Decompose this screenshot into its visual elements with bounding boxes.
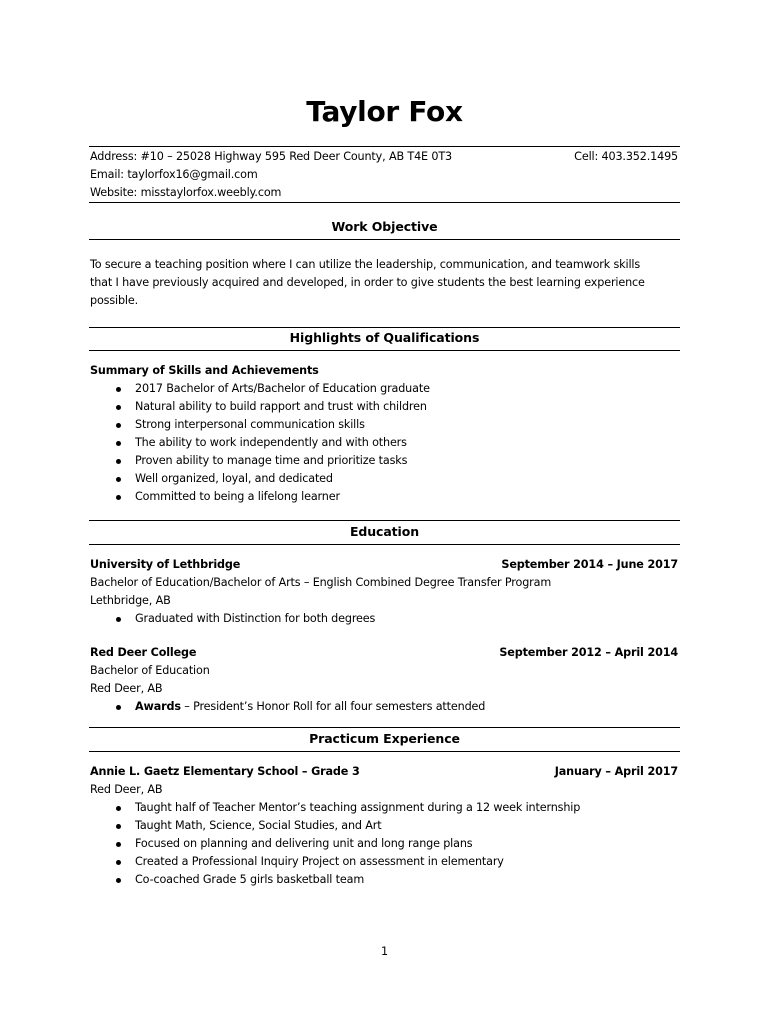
list-item: Focused on planning and delivering unit and long range plans <box>90 835 678 853</box>
education-heading: Education <box>349 524 420 539</box>
practicum-entry <box>90 763 678 889</box>
bullet-icon <box>116 477 121 482</box>
contact-address: Address: #10 – 25028 Highway 595 Red Deer County, AB T4E 0T3 <box>90 150 452 163</box>
education-location: Red Deer, AB <box>90 682 163 695</box>
objective-rule-top <box>89 202 680 203</box>
practicum-location: Red Deer, AB <box>90 783 163 796</box>
list-item: Strong interpersonal communication skills <box>90 416 678 434</box>
bullet-icon <box>116 860 121 865</box>
bullet-icon <box>116 705 121 710</box>
list-item: Taught Math, Science, Social Studies, and Art <box>90 817 678 835</box>
education-institution: Red Deer College <box>90 646 197 659</box>
objective-line: that I have previously acquired and developed, in order to give students the best learning experience <box>90 276 645 289</box>
bullet-icon <box>116 824 121 829</box>
bullet-icon <box>116 441 121 446</box>
header-rule <box>89 146 680 147</box>
education-location: Lethbridge, AB <box>90 594 171 607</box>
objective-line: To secure a teaching position where I can utilize the leadership, communication, and teamwork skills <box>90 258 641 271</box>
bullet-icon <box>116 459 121 464</box>
list-item: 2017 Bachelor of Arts/Bachelor of Education graduate <box>90 380 678 398</box>
list-item: The ability to work independently and with others <box>90 434 678 452</box>
education-dates: September 2014 – June 2017 <box>501 558 678 571</box>
contact-website: Website: misstaylorfox.weebly.com <box>90 186 282 199</box>
list-item: Well organized, loyal, and dedicated <box>90 470 678 488</box>
list-item: Committed to being a lifelong learner <box>90 488 678 506</box>
list-item: Graduated with Distinction for both degrees <box>90 610 678 628</box>
page-number: 1 <box>380 945 389 958</box>
bullet-icon <box>116 495 121 500</box>
bullet-icon <box>116 617 121 622</box>
list-item: Taught half of Teacher Mentor’s teaching assignment during a 12 week internship <box>90 799 678 817</box>
education-entry-red-deer <box>90 644 678 716</box>
list-item: Proven ability to manage time and prioritize tasks <box>90 452 678 470</box>
list-item: Created a Professional Inquiry Project on assessment in elementary <box>90 853 678 871</box>
education-degree: Bachelor of Education <box>90 664 210 677</box>
practicum-rule-bottom <box>89 751 680 752</box>
practicum-list <box>90 799 678 889</box>
bullet-icon <box>116 842 121 847</box>
contact-cell: Cell: 403.352.1495 <box>574 150 678 163</box>
bullet-icon <box>116 423 121 428</box>
education-rule-bottom <box>89 544 680 545</box>
practicum-rule-top <box>89 727 680 728</box>
bullet-icon <box>116 878 121 883</box>
contact-email: Email: taylorfox16@gmail.com <box>90 168 258 181</box>
practicum-dates: January – April 2017 <box>554 765 678 778</box>
qualifications-subheading: Summary of Skills and Achievements <box>90 364 319 377</box>
education-rule-top <box>89 520 680 521</box>
list-item: Natural ability to build rapport and trust with children <box>90 398 678 416</box>
contact-block <box>90 148 678 202</box>
qualifications-rule-bottom <box>89 350 680 351</box>
list-item: Awards – President’s Honor Roll for all four semesters attended <box>90 698 678 716</box>
objective-rule-bottom <box>89 239 680 240</box>
education-entry-lethbridge <box>90 556 678 628</box>
education-dates: September 2012 – April 2014 <box>499 646 678 659</box>
bullet-icon <box>116 405 121 410</box>
objective-line: possible. <box>90 294 139 307</box>
qualifications-heading: Highlights of Qualifications <box>289 330 480 345</box>
education-degree: Bachelor of Education/Bachelor of Arts – English Combined Degree Transfer Program <box>90 576 552 589</box>
resume-name: Taylor Fox <box>306 95 463 128</box>
practicum-school: Annie L. Gaetz Elementary School – Grade 3 <box>90 765 360 778</box>
objective-heading: Work Objective <box>331 219 438 234</box>
bullet-icon <box>116 387 121 392</box>
education-institution: University of Lethbridge <box>90 558 241 571</box>
bullet-icon <box>116 806 121 811</box>
list-item: Co-coached Grade 5 girls basketball team <box>90 871 678 889</box>
practicum-heading: Practicum Experience <box>309 731 460 746</box>
qualifications-block <box>90 362 678 506</box>
qualifications-list <box>90 380 678 506</box>
objective-text <box>90 256 678 310</box>
